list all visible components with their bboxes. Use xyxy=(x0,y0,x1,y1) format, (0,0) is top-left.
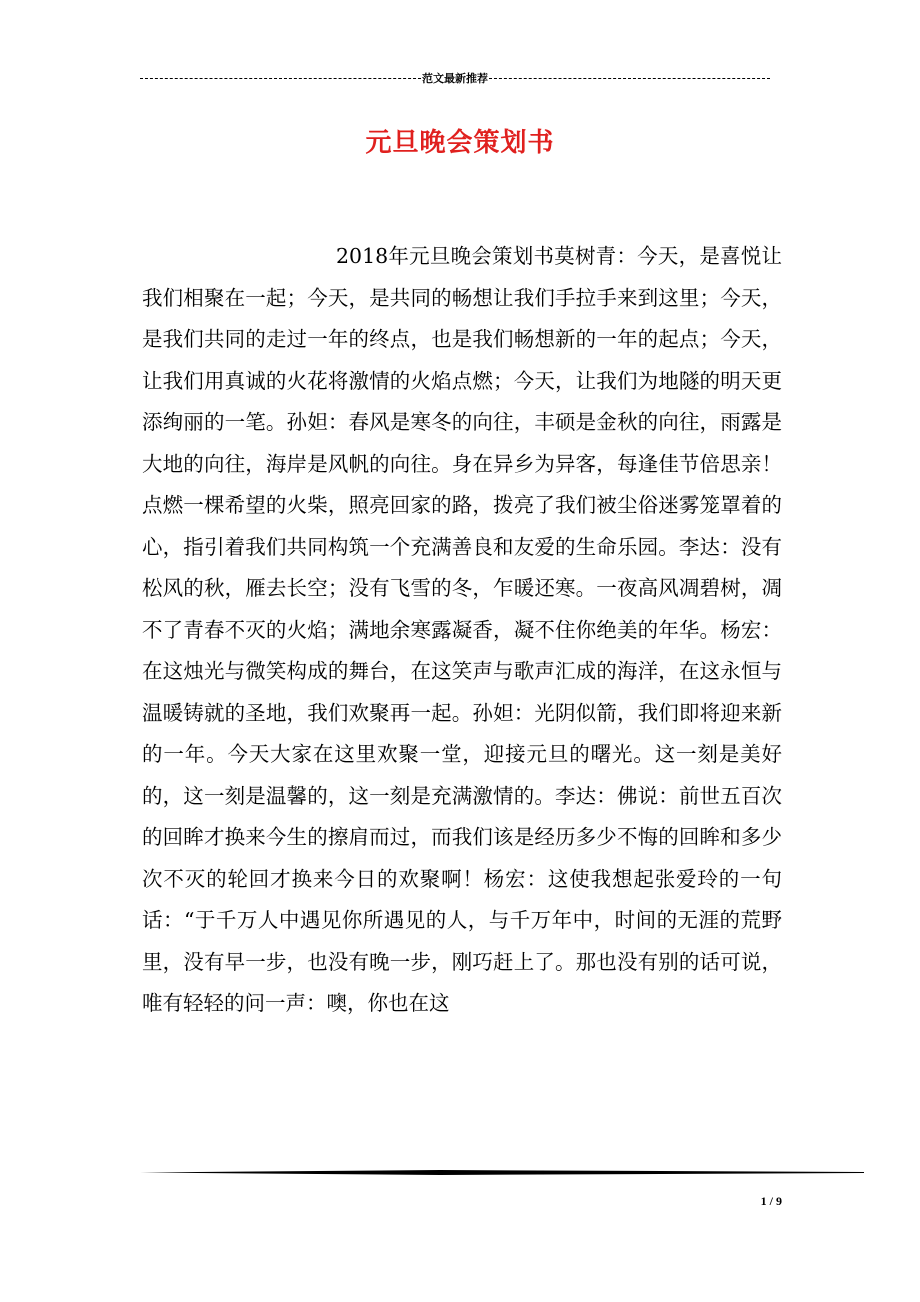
footer-rule xyxy=(140,1170,864,1175)
document-body: 2018年元旦晚会策划书莫树青：今天，是喜悦让我们相聚在一起；今天，是共同的畅想让我们手拉手来到这里；今天，是我们共同的走过一年的终点，也是我们畅想新的一年的起点；今天，让我们用真诚的火花将激情的火焰点燃；今天，让我们为地隧的明天更添绚丽的一笔。孙妲：春风是寒冬的向往，丰硕是金秋的向往，雨露是大地的向往，海岸是风帆的向往。身在异乡为异客，每逢佳节倍思亲！点燃一棵希望的火柴，照亮回家的路，拨亮了我们被尘俗迷雾笼罩着的心，指引着我们共同构筑一个充满善良和友爱的生命乐园。李达：没有松风的秋，雁去长空；没有飞雪的冬，乍暖还寒。一夜高风凋碧树，凋不了青春不灭的火焰；满地余寒露凝香，凝不住你绝美的年华。杨宏：在这烛光与微笑构成的舞台，在这笑声与歌声汇成的海洋，在这永恒与温暖铸就的圣地，我们欢聚再一起。孙妲：光阴似箭，我们即将迎来新的一年。今天大家在这里欢聚一堂，迎接元旦的曙光。这一刻是美好的，这一刻是温馨的，这一刻是充满激情的。李达：佛说：前世五百次的回眸才换来今生的擦肩而过，而我们该是经历多少不悔的回眸和多少次不灭的轮回才换来今日的欢聚啊！杨宏：这使我想起张爱玲的一句话：“于千万人中遇见你所遇见的人，与千万年中，时间的无涯的荒野里，没有早一步，也没有晚一步，刚巧赶上了。那也没有别的话可说，唯有轻轻的问一声：噢，你也在这 xyxy=(142,244,782,1015)
page-header xyxy=(140,68,770,88)
document-title: 元旦晚会策划书 xyxy=(365,128,555,158)
header-dash-right xyxy=(489,78,770,79)
page-number: 1 / 9 xyxy=(760,1194,782,1208)
header-dash-left xyxy=(140,78,421,79)
header-label: 范文最新推荐 xyxy=(422,72,488,85)
